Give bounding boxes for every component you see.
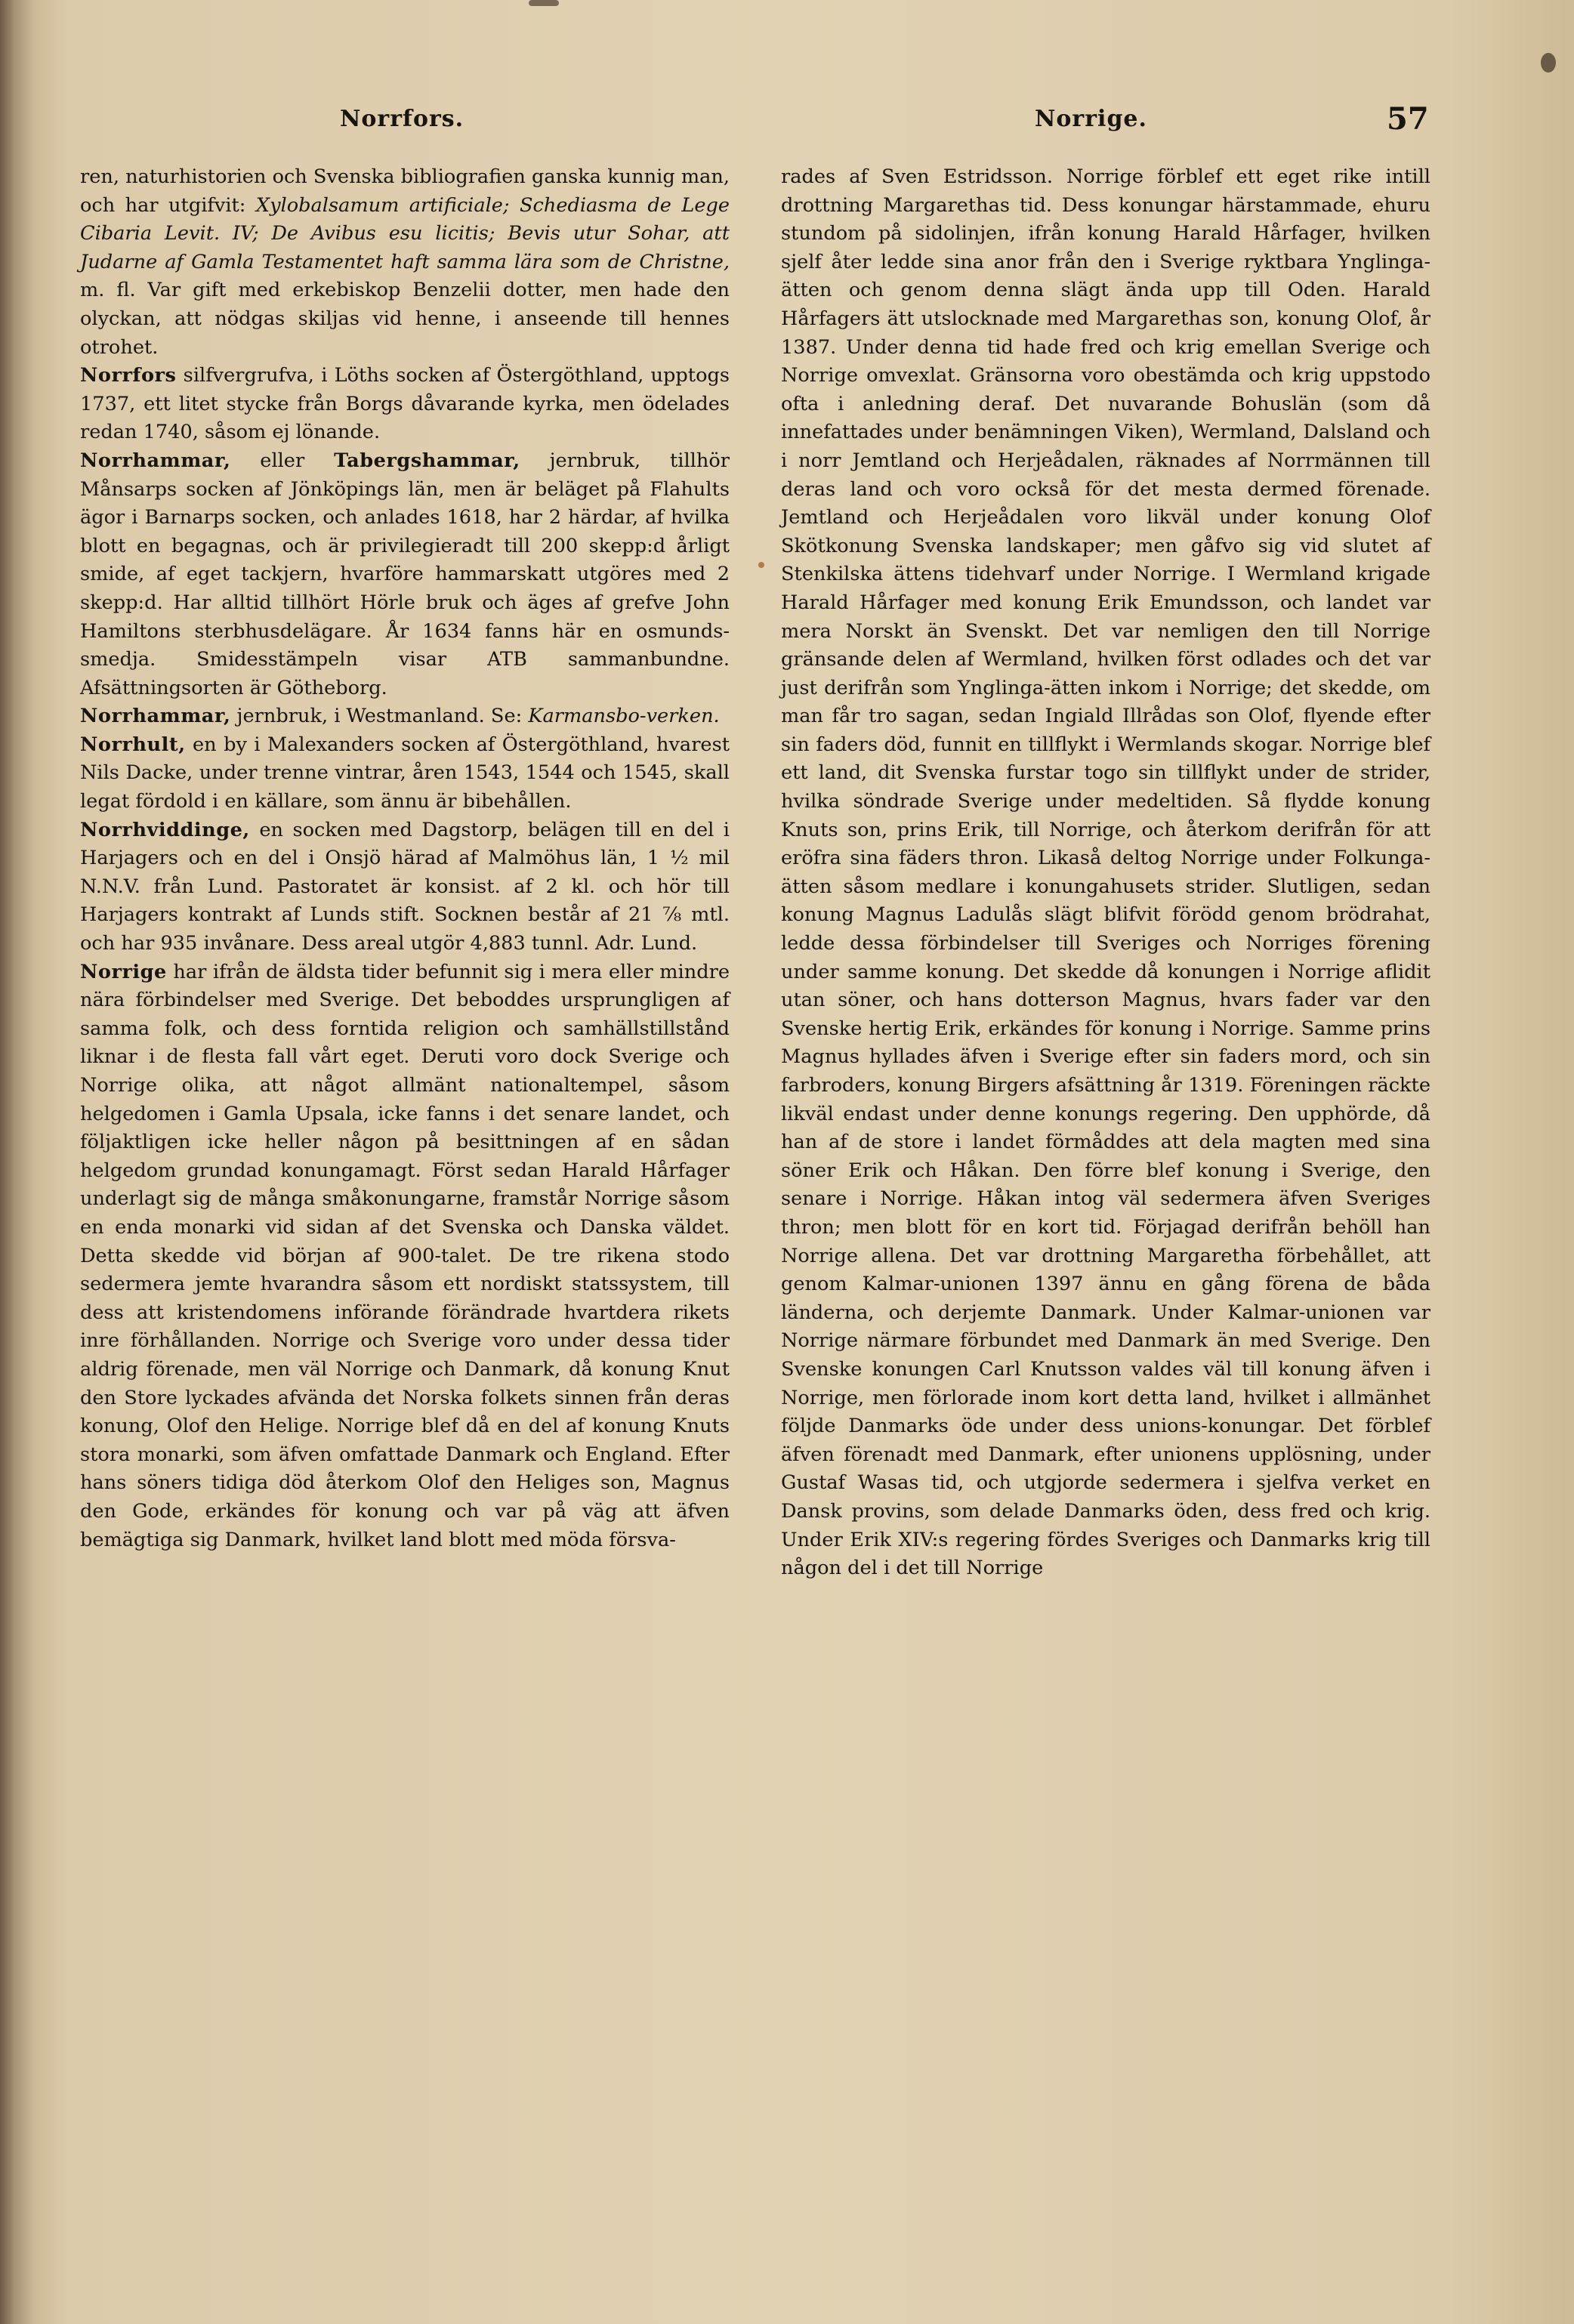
right-column <box>781 163 1430 1583</box>
entry-text: har ifrån de äldsta tider befunnit sig i mera eller mindre nära förbindelser med Sverige. Det beboddes ursprungligen af samma folk, och dess forntida religion och samhällstillstånd liknar i de flesta fall vårt eget. Deruti voro dock Sverige och Norrige olika, att något allmänt nationaltempel, såsom helgedomen i Gamla Upsala, icke fanns i det senare landet, och följaktligen icke heller någon på besittningen af en sådan helgedom grundad konungamagt. Först sedan Harald Hårfager underlagt sig de många småkonungarne, framstår Norrige såsom en enda monarki vid sidan af det Svenska och Danska väldet. Detta skedde vid början af 900-talet. De tre rikena stodo sedermera jemte hvarandra såsom ett nordiskt statssystem, till dess att kristendomens införande förändrade hvartdera rikets inre förhållanden. Norrige och Sverige voro under dessa tider aldrig förenade, men väl Norrige och Danmark, då konung Knut den Store lyckades afvända det Norska folkets sinnen från deras konung, Olof den Helige. Norrige blef då en del af konung Knuts stora monarki, som äfven omfattade Danmark och England. Efter hans söners tidiga död återkom Olof den Heliges son, Magnus den Gode, erkändes för konung och var på väg att äfven bemägtiga sig Danmark, hvilket land blott med möda försva- <box>80 960 730 1551</box>
cross-reference: Karmansbo-verken. <box>528 705 720 728</box>
body-text: ren, naturhistorien och Svenska bibliografien ganska kunnig man, och har utgifvit: <box>80 165 730 217</box>
page-stain <box>1541 53 1556 73</box>
headword: Norrfors <box>80 364 177 387</box>
entry-norrige <box>80 958 730 1554</box>
paragraph-continuation: rades af Sven Estridsson. Norrige förblef ett eget rike intill drottning Margarethas tid. Dess konungar härstammade, ehuru stundom på sidolinjen, ifrån konung Harald Hårfager, hvilken sjelf åter ledde sina anor från den i Sverige ryktbara Ynglinga-ätten och genom denna slägt ända upp till Oden. Harald Hårfagers ätt utslocknade med Margarethas son, konung Olof, år 1387. Under denna tid hade fred och krig emellan Sverige och Norrige omvexlat. Gränsorna voro obestämda och krig uppstodo ofta i anledning deraf. Det nuvarande Bohuslän (som då innefattades under benämningen Viken), Wermland, Dalsland och i norr Jemtland och Herjeådalen, räknades af Norrmännen till deras land och voro också för det mesta dermed förenade. Jemtland och Herjeådalen voro likväl under konung Olof Skötkonung Svenska landskaper; men gåfvo sig vid slutet af Stenkilska ättens tidehvarf under Norrige. I Wermland krigade Harald Hårfager med konung Erik Emundsson, och landet var mera Norskt än Svenskt. Det var nemligen den till Norrige gränsande delen af Wermland, hvilken först odlades och det var just derifrån som Ynglinga-ätten inkom i Norrige; det skedde, om man får tro sagan, sedan Ingiald Illrådas son Olof, flyende efter sin faders död, funnit en tillflykt i Wermlands skogar. Norrige blef ett land, dit Svenska furstar togo sin tillflykt under de strider, hvilka söndrade Sverige under medeltiden. Så flydde konung Knuts son, prins Erik, till Norrige, och återkom derifrån för att eröfra sina fäders thron. Likaså deltog Norrige under Folkunga-ätten såsom medlare i konungahusets strider. Slutligen, sedan konung Magnus Ladulås slägt blifvit förödd genom brödrahat, ledde dessa förbindelser till Sveriges och Norriges förening under samme konung. Det skedde då konungen i Norrige aflidit utan söner, och hans dotterson Magnus, hvars fader var den Svenske hertig Erik, erkändes för konung i Norrige. Samme prins Magnus hyllades äfven i Sverige efter sin faders mord, och sin farbroders, konung Birgers afsättning år 1319. Föreningen räckte likväl endast under denne konungs regering. Den upphörde, då han af de store i landet förmåddes att dela magten med sina söner Erik och Håkan. Den förre blef konung i Sverige, den senare i Norrige. Håkan intog väl sedermera äfven Sveriges thron; men blott för en kort tid. Förjagad derifrån behöll han Norrige allena. Det var drottning Margaretha förbehållet, att genom Kalmar-unionen 1397 ännu en gång förena de båda länderna, och derjemte Danmark. Under Kalmar-unionen var Norrige närmare förbundet med Danmark än med Sverige. Den Svenske konungen Carl Knutsson valdes väl till konung äfven i Norrige, men förlorade inom kort detta land, hvilket i allmänhet följde Danmarks öde under dess unions-konungar. Det förblef äfven förenadt med Danmark, efter unionens upplösning, under Gustaf Wasas tid, och utgjorde sedermera i sjelfva verket en Dansk provins, som delade Danmarks öden, dess fred och krig. Under Erik XIV:s regering fördes Sveriges och Danmarks krig till någon del i det till Norrige <box>781 165 1430 1580</box>
entry-text: silfvergrufva, i Löths socken af Östergöthland, upptogs 1737, ett litet stycke från Borgs dåvarande kyrka, men ödelades redan 1740, såsom ej lönande. <box>80 364 730 444</box>
running-header <box>0 101 1574 151</box>
entry-norrhammar-westmanland <box>80 702 730 731</box>
entry-text: en by i Malexanders socken af Östergöthland, hvarest Nils Dacke, under trenne vintrar, åren 1543, 1544 och 1545, skall legat fördold i en källare, som ännu är bibehållen. <box>80 733 730 813</box>
entry-text: en socken med Dagstorp, belägen till en del i Harjagers och en del i Onsjö härad af Malmöhus län, 1 ½ mil N.N.V. från Lund. Pastoratet är konsist. af 2 kl. och hör till Harjagers kontrakt af Lunds stift. Socknen består af 21 ⅞ mtl. och har 935 invånare. Dess areal utgör 4,883 tunnl. Adr. Lund. <box>80 818 730 955</box>
left-running-headword: Norrfors. <box>340 106 464 132</box>
entry-norrhviddinge <box>80 816 730 958</box>
entry-norrfors <box>80 362 730 447</box>
entry-norrhammar <box>80 447 730 702</box>
headword: Norrige <box>80 960 167 983</box>
body-text: m. fl. Var gift med erkebiskop Benzelii dotter, men hade den olyckan, att nödgas skiljas vid henne, i anseende till hennes otrohet. <box>80 279 730 359</box>
italic-title: Xylobalsamum artificiale; Schediasma de Lege Cibaria Levit. IV; De Avibus esu licitis; Bevis utur Sohar, att Judarne af Gamla Testamentet haft samma lära som de Christne, <box>80 193 730 273</box>
right-running-headword: Norrige. <box>1035 106 1147 132</box>
entry-text: eller <box>230 449 335 472</box>
headword: Tabergshammar, <box>334 449 520 472</box>
paragraph-continuation <box>80 163 730 362</box>
entry-norrhult <box>80 731 730 816</box>
page-stain <box>758 562 764 568</box>
entry-text: jernbruk, i Westmanland. Se: <box>230 705 529 728</box>
left-column <box>80 163 730 1554</box>
page-number: 57 <box>1387 101 1429 137</box>
headword: Norrhammar, <box>80 449 231 472</box>
headword: Norrhviddinge, <box>80 818 250 841</box>
page-stain <box>529 0 559 6</box>
headword: Norrhammar, <box>80 705 231 728</box>
headword: Norrhult, <box>80 733 186 756</box>
entry-text: jernbruk, tillhör Månsarps socken af Jönköpings län, men är beläget på Flahults ägor i Barnarps socken, och anlades 1618, har 2 härdar, af hvilka blott en begagnas, och är privilegieradt till 200 skepp:d årligt smide, af eget tackjern, hvarföre hammarskatt utgöres med 2 skepp:d. Har alltid tillhört Hörle bruk och äges af grefve John Hamiltons sterbhusdelägare. År 1634 fanns här en osmunds-smedja. Smidesstämpeln visar ATB sammanbundne. Afsättningsorten är Götheborg. <box>80 449 730 699</box>
